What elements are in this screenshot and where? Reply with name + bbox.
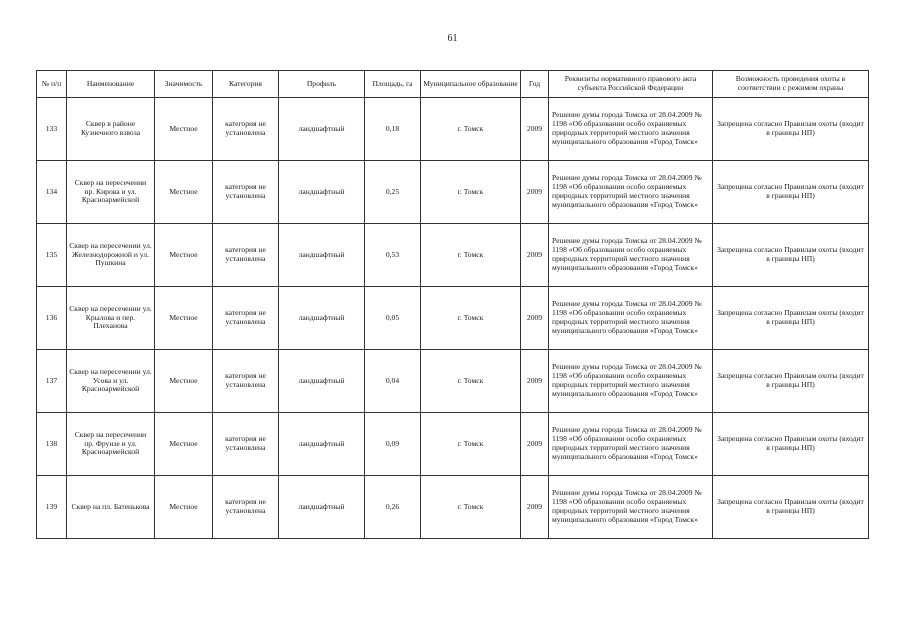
table-row xyxy=(37,476,869,539)
cell-number: 139 xyxy=(37,476,67,539)
cell-significance: Местное xyxy=(155,350,213,413)
cell-number: 134 xyxy=(37,161,67,224)
header-area: Площадь, га xyxy=(365,71,421,98)
cell-municipality: г. Томск xyxy=(421,350,521,413)
page-number: 61 xyxy=(447,33,458,44)
cell-profile: ландшафтный xyxy=(279,161,365,224)
cell-category: категория не установлена xyxy=(213,350,279,413)
cell-significance: Местное xyxy=(155,287,213,350)
cell-area: 0,53 xyxy=(365,224,421,287)
cell-category: категория не установлена xyxy=(213,224,279,287)
header-year: Год xyxy=(521,71,549,98)
header-category: Категория xyxy=(213,71,279,98)
cell-legal-act: Решение думы города Томска от 28.04.2009 № 1198 «Об образовании особо охраняемых природных территорий местного значения муниципального образования «Город Томск» xyxy=(549,224,713,287)
cell-year: 2009 xyxy=(521,98,549,161)
cell-municipality: г. Томск xyxy=(421,476,521,539)
cell-number: 133 xyxy=(37,98,67,161)
cell-category: категория не установлена xyxy=(213,98,279,161)
cell-name: Сквер в районе Кузнечного взвоза xyxy=(67,98,155,161)
header-municipality: Муниципальное образование xyxy=(421,71,521,98)
cell-municipality: г. Томск xyxy=(421,287,521,350)
cell-year: 2009 xyxy=(521,413,549,476)
cell-hunting: Запрещена согласно Правилам охоты (входит в границы НП) xyxy=(713,287,869,350)
cell-hunting: Запрещена согласно Правилам охоты (входит в границы НП) xyxy=(713,161,869,224)
cell-name: Сквер на пересечении пр. Кирова и ул. Красноармейской xyxy=(67,161,155,224)
cell-legal-act: Решение думы города Томска от 28.04.2009 № 1198 «Об образовании особо охраняемых природных территорий местного значения муниципального образования «Город Томск» xyxy=(549,476,713,539)
cell-hunting: Запрещена согласно Правилам охоты (входит в границы НП) xyxy=(713,413,869,476)
cell-hunting: Запрещена согласно Правилам охоты (входит в границы НП) xyxy=(713,224,869,287)
cell-area: 0,26 xyxy=(365,476,421,539)
cell-legal-act: Решение думы города Томска от 28.04.2009 № 1198 «Об образовании особо охраняемых природных территорий местного значения муниципального образования «Город Томск» xyxy=(549,98,713,161)
cell-category: категория не установлена xyxy=(213,287,279,350)
cell-significance: Местное xyxy=(155,476,213,539)
cell-legal-act: Решение думы города Томска от 28.04.2009 № 1198 «Об образовании особо охраняемых природных территорий местного значения муниципального образования «Город Томск» xyxy=(549,161,713,224)
cell-number: 138 xyxy=(37,413,67,476)
cell-profile: ландшафтный xyxy=(279,476,365,539)
header-number: № п/п xyxy=(37,71,67,98)
cell-year: 2009 xyxy=(521,161,549,224)
cell-category: категория не установлена xyxy=(213,476,279,539)
cell-hunting: Запрещена согласно Правилам охоты (входит в границы НП) xyxy=(713,98,869,161)
cell-area: 0,18 xyxy=(365,98,421,161)
cell-name: Сквер на пересечении ул. Крылова и пер. Плеханова xyxy=(67,287,155,350)
cell-year: 2009 xyxy=(521,287,549,350)
cell-name: Сквер на пересечении ул. Усова и ул. Красноармейской xyxy=(67,350,155,413)
table-header-row xyxy=(37,71,869,98)
cell-hunting: Запрещена согласно Правилам охоты (входит в границы НП) xyxy=(713,476,869,539)
header-significance: Значимость xyxy=(155,71,213,98)
cell-number: 136 xyxy=(37,287,67,350)
cell-area: 0,05 xyxy=(365,287,421,350)
table-row xyxy=(37,161,869,224)
cell-legal-act: Решение думы города Томска от 28.04.2009 № 1198 «Об образовании особо охраняемых природных территорий местного значения муниципального образования «Город Томск» xyxy=(549,413,713,476)
cell-profile: ландшафтный xyxy=(279,350,365,413)
cell-number: 137 xyxy=(37,350,67,413)
table-row xyxy=(37,224,869,287)
cell-name: Сквер на пересечении ул. Железнодорожной и ул. Пушкина xyxy=(67,224,155,287)
cell-significance: Местное xyxy=(155,98,213,161)
header-legal-act: Реквизиты нормативного правового акта субъекта Российской Федерации xyxy=(549,71,713,98)
cell-municipality: г. Томск xyxy=(421,413,521,476)
protected-areas-table xyxy=(36,70,869,539)
cell-municipality: г. Томск xyxy=(421,98,521,161)
table-row xyxy=(37,350,869,413)
cell-name: Сквер на пересечении пр. Фрунзе и ул. Красноармейской xyxy=(67,413,155,476)
cell-legal-act: Решение думы города Томска от 28.04.2009 № 1198 «Об образовании особо охраняемых природных территорий местного значения муниципального образования «Город Томск» xyxy=(549,350,713,413)
cell-category: категория не установлена xyxy=(213,413,279,476)
cell-profile: ландшафтный xyxy=(279,98,365,161)
cell-significance: Местное xyxy=(155,161,213,224)
cell-category: категория не установлена xyxy=(213,161,279,224)
header-hunting: Возможность проведения охоты в соответствии с режимом охраны xyxy=(713,71,869,98)
cell-area: 0,04 xyxy=(365,350,421,413)
cell-significance: Местное xyxy=(155,224,213,287)
table-row xyxy=(37,287,869,350)
cell-year: 2009 xyxy=(521,224,549,287)
cell-profile: ландшафтный xyxy=(279,224,365,287)
cell-legal-act: Решение думы города Томска от 28.04.2009 № 1198 «Об образовании особо охраняемых природных территорий местного значения муниципального образования «Город Томск» xyxy=(549,287,713,350)
cell-municipality: г. Томск xyxy=(421,161,521,224)
cell-profile: ландшафтный xyxy=(279,287,365,350)
table-row xyxy=(37,413,869,476)
cell-profile: ландшафтный xyxy=(279,413,365,476)
cell-municipality: г. Томск xyxy=(421,224,521,287)
header-name: Наименование xyxy=(67,71,155,98)
table-row xyxy=(37,98,869,161)
cell-significance: Местное xyxy=(155,413,213,476)
cell-number: 135 xyxy=(37,224,67,287)
cell-name: Сквер на пл. Батенькова xyxy=(67,476,155,539)
header-profile: Профиль xyxy=(279,71,365,98)
cell-area: 0,09 xyxy=(365,413,421,476)
cell-year: 2009 xyxy=(521,476,549,539)
cell-year: 2009 xyxy=(521,350,549,413)
cell-area: 0,25 xyxy=(365,161,421,224)
cell-hunting: Запрещена согласно Правилам охоты (входит в границы НП) xyxy=(713,350,869,413)
